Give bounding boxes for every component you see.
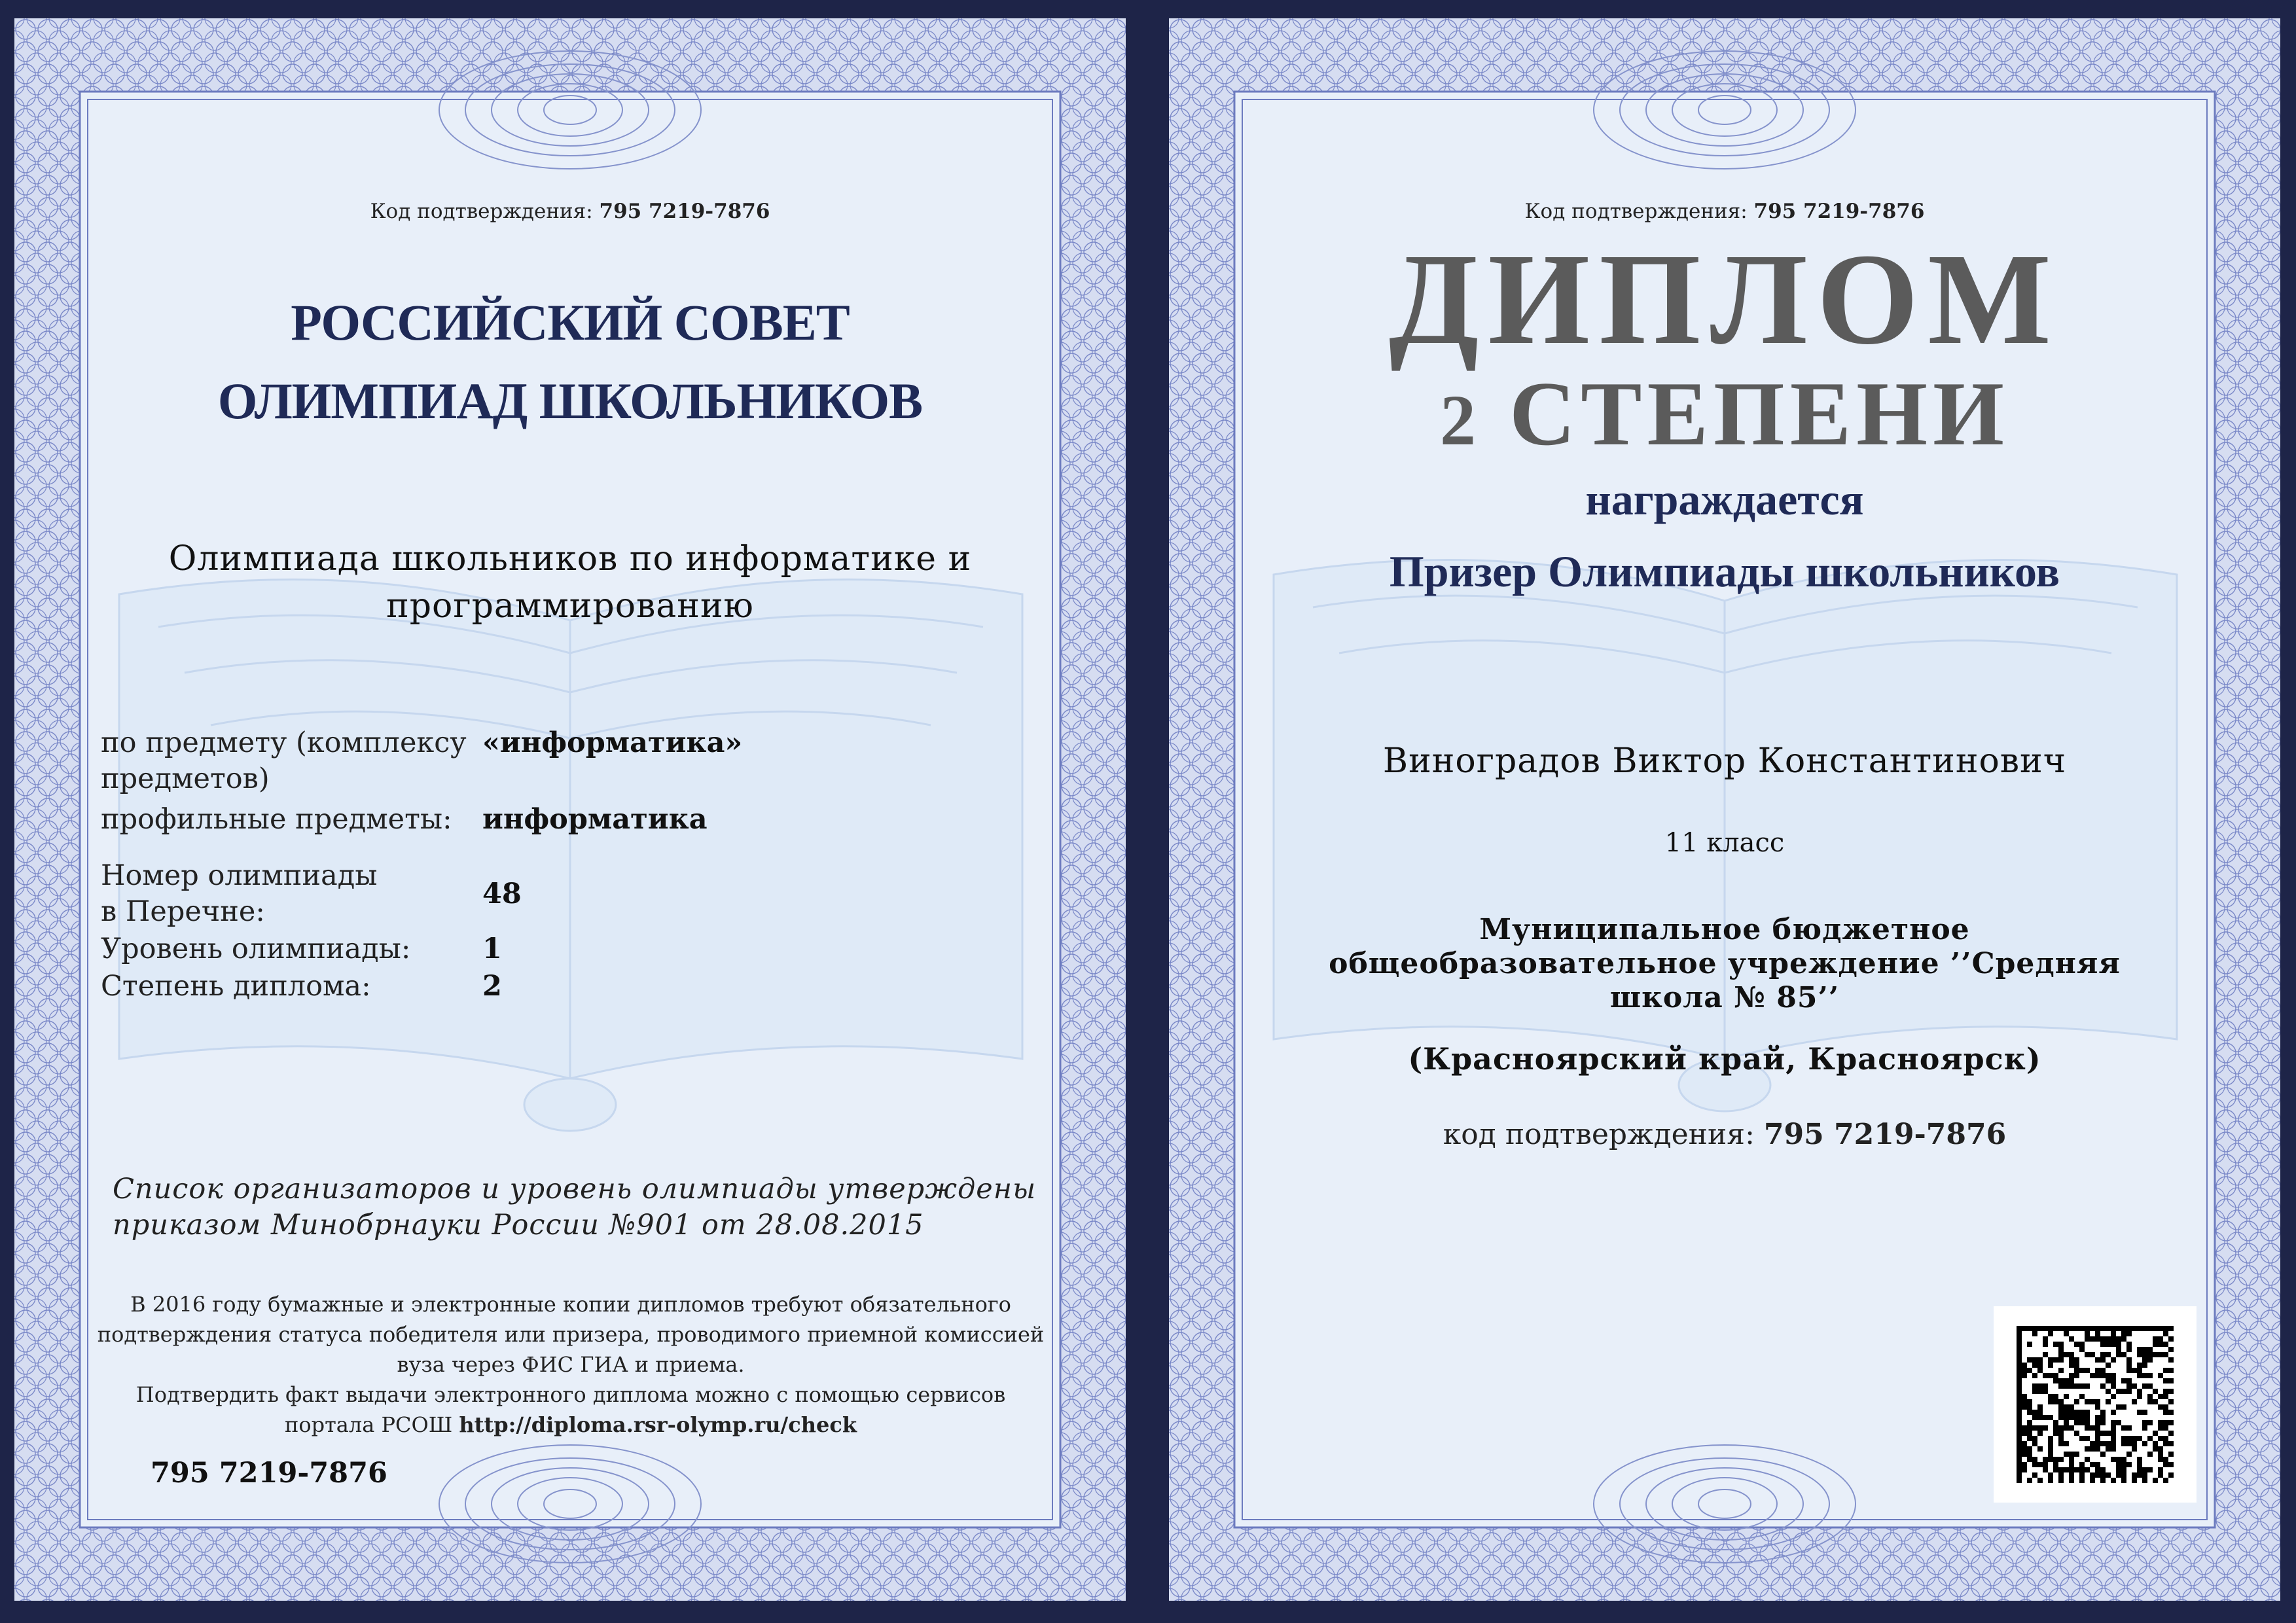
olympiad-name-line2: программированию	[386, 586, 754, 626]
qr-code[interactable]	[1994, 1306, 2197, 1503]
confirmation-code-label: Код подтверждения:	[370, 200, 593, 223]
qr-code-pattern	[1994, 1306, 2197, 1503]
degree-word: СТЕПЕНИ	[1509, 363, 2009, 465]
subject-label: по предмету (комплексу предметов)	[101, 726, 467, 795]
confirmation-code-label: Код подтверждения:	[1524, 200, 1748, 223]
olympiad-name-line1: Олимпиада школьников по информатике и	[168, 539, 972, 579]
diploma-title	[1169, 227, 2280, 469]
degree-number: 2	[1440, 380, 1482, 460]
level-value: 1	[482, 933, 502, 965]
olympiad-name	[113, 535, 1028, 630]
diploma-word: ДИПЛОМ	[1388, 227, 2061, 372]
school-name: Муниципальное бюджетное общеобразовательное учреждение ’’Средняя школа № 85’’	[1329, 913, 2121, 1014]
recipient-grade: 11 класс	[1664, 828, 1785, 858]
recipient-name: Виноградов Виктор Константинович	[1382, 741, 2067, 781]
degree-heading	[1169, 365, 2280, 469]
award-block	[1169, 463, 2280, 607]
confirmation-code-header	[1169, 200, 2280, 223]
check-url-link[interactable]: http://diploma.rsr-olymp.ru/check	[459, 1412, 857, 1437]
confirmation-code-footer: код подтверждения: 795 7219-7876	[1443, 1118, 2007, 1151]
profile-subjects-label: профильные предметы:	[101, 803, 452, 836]
profile-subjects-value: информатика	[482, 803, 708, 836]
school-region: (Красноярский край, Красноярск)	[1408, 1041, 2041, 1077]
confirmation-code-header	[14, 200, 1126, 223]
winner-status: Призер Олимпиады школьников	[1389, 546, 2060, 596]
degree-value: 2	[482, 970, 502, 1003]
level-label: Уровень олимпиады:	[101, 933, 411, 965]
confirmation-code-value: 795 7219-7876	[599, 200, 770, 223]
verification-note: В 2016 году бумажные и электронные копии дипломов требуют обязательного подтверждения статуса победителя или призера, проводимого приемной комиссией вуза через ФИС ГИА и приема. Подтвердить факт выдачи электронного диплома можно с помощью сервисов портала РСОШ http://diploma.rsr-olymp.ru/check	[97, 1292, 1045, 1437]
subject-value: «информатика»	[482, 726, 743, 759]
list-number-value: 48	[482, 878, 522, 910]
awarded-label: награждается	[1585, 474, 1864, 524]
diploma-front-page	[1169, 18, 2280, 1601]
council-title-line1: РОССИЙСКИЙ СОВЕТ	[291, 294, 850, 351]
council-title	[14, 283, 1126, 440]
list-number-label: Номер олимпиады в Перечне:	[101, 859, 378, 928]
bottom-confirmation-code: 795 7219-7876	[151, 1457, 387, 1489]
degree-label: Степень диплома:	[101, 970, 371, 1003]
order-note: Список организаторов и уровень олимпиады утверждены приказом Минобрнауки России №901 от 28.08.2015	[113, 1173, 1037, 1241]
council-title-line2: ОЛИМПИАД ШКОЛЬНИКОВ	[217, 372, 923, 429]
confirmation-code-value: 795 7219-7876	[1753, 200, 1925, 223]
diploma-back-page	[14, 18, 1126, 1601]
